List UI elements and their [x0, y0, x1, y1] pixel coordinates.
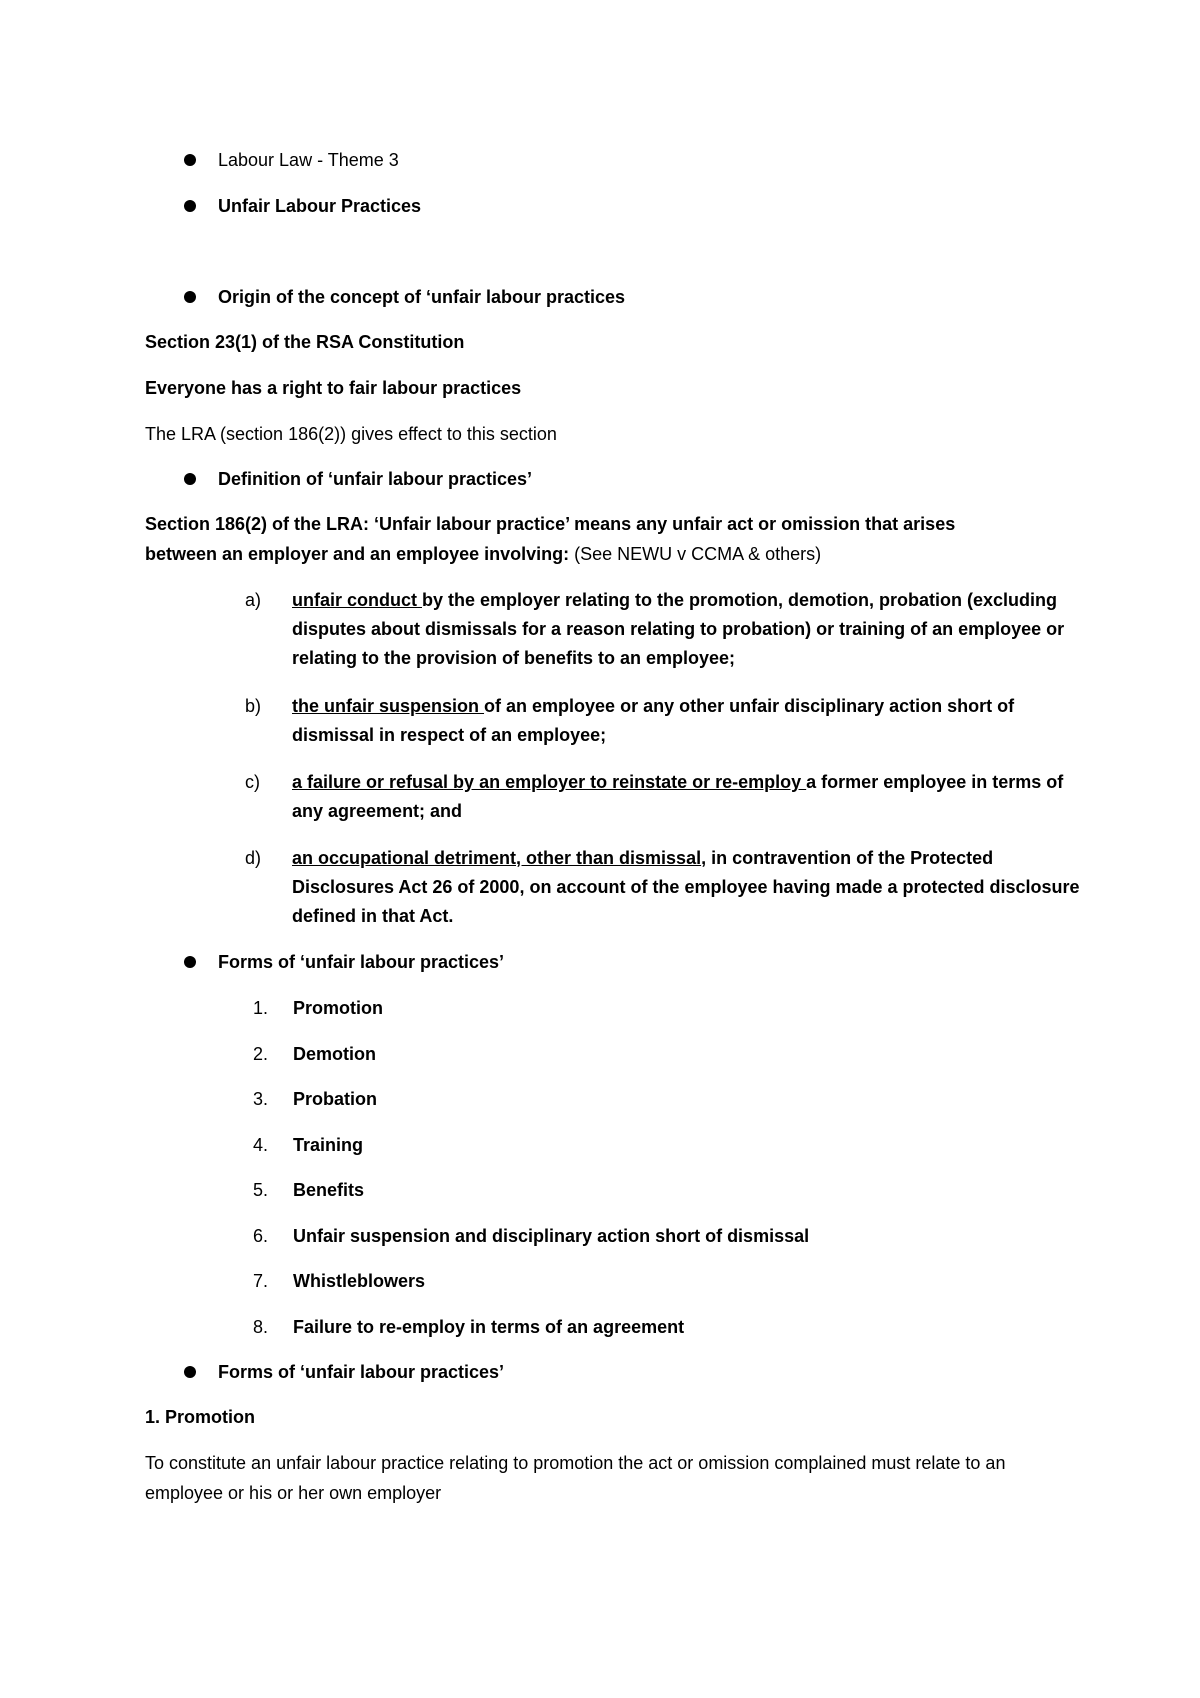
- definition-line2: [145, 542, 821, 566]
- item-rest: by the employer relating to the promotion, demotion, probation (excluding disputes about dismissals for a reason relating to probation) or training of an employee or relating to the provision of benefits to an employee;: [292, 590, 1065, 668]
- origin-heading: Origin of the concept of ‘unfair labour practices: [218, 287, 626, 307]
- bullet-dot-icon: [184, 154, 196, 166]
- definition-line1: Section 186(2) of the LRA: ‘Unfair labour practice’ means any unfair act or omission that arises: [145, 514, 956, 534]
- definition-heading: Definition of ‘unfair labour practices’: [218, 469, 533, 489]
- item-marker: b): [245, 696, 262, 716]
- origin-section: Section 23(1) of the RSA Constitution: [145, 332, 465, 352]
- list-label: Benefits: [293, 1180, 365, 1200]
- list-label: Whistleblowers: [293, 1271, 426, 1291]
- list-label: Probation: [293, 1089, 377, 1109]
- bullet-dot-icon: [184, 1366, 196, 1378]
- item-rest: a former employee in terms of any agreement; and: [292, 772, 1064, 821]
- item-marker: d): [245, 848, 262, 868]
- item-marker: c): [245, 772, 260, 792]
- forms-heading-2: Forms of ‘unfair labour practices’: [218, 1362, 505, 1382]
- list-label: Unfair suspension and disciplinary action short of dismissal: [293, 1226, 810, 1246]
- definition-line2-bold: between an employer and an employee involving:: [145, 544, 575, 564]
- definition-line2-rest: (See NEWU v CCMA & others): [574, 544, 822, 564]
- item-rest: of an employee or any other unfair disciplinary action short of dismissal in respect of an employee;: [292, 696, 1015, 745]
- forms-heading: Forms of ‘unfair labour practices’: [218, 952, 505, 972]
- item-marker: a): [245, 590, 262, 610]
- item-text: [292, 844, 1082, 931]
- item-rest: , in contravention of the Protected Disclosures Act 26 of 2000, on account of the employee having made a protected disclosure defined in that Act.: [292, 848, 1080, 926]
- item-underlined: the unfair suspension: [292, 696, 485, 716]
- list-marker: 7.: [253, 1271, 269, 1291]
- list-label: Training: [293, 1135, 364, 1155]
- promotion-heading: 1. Promotion: [145, 1407, 256, 1427]
- item-text: [292, 586, 1082, 673]
- doc-title: Labour Law - Theme 3: [218, 150, 399, 170]
- doc-subtitle: Unfair Labour Practices: [218, 196, 422, 216]
- list-marker: 1.: [253, 998, 269, 1018]
- origin-right: Everyone has a right to fair labour practices: [145, 378, 522, 398]
- list-marker: 2.: [253, 1044, 269, 1064]
- list-label: Promotion: [293, 998, 383, 1018]
- item-underlined: unfair conduct: [292, 590, 422, 610]
- bullet-dot-icon: [184, 956, 196, 968]
- list-marker: 5.: [253, 1180, 269, 1200]
- bullet-dot-icon: [184, 291, 196, 303]
- bullet-dot-icon: [184, 473, 196, 485]
- list-marker: 4.: [253, 1135, 269, 1155]
- list-marker: 3.: [253, 1089, 269, 1109]
- list-label: Demotion: [293, 1044, 376, 1064]
- promotion-text: To constitute an unfair labour practice relating to promotion the act or omission complained must relate to an employee or his or her own employer: [145, 1453, 1006, 1503]
- list-marker: 8.: [253, 1317, 269, 1337]
- origin-lra: The LRA (section 186(2)) gives effect to this section: [145, 424, 557, 444]
- item-underlined: a failure or refusal by an employer to reinstate or re-employ: [292, 772, 807, 792]
- list-marker: 6.: [253, 1226, 269, 1246]
- item-underlined: an occupational detriment, other than dismissal: [292, 848, 702, 868]
- item-text: [292, 768, 1082, 826]
- list-label: Failure to re-employ in terms of an agreement: [293, 1317, 685, 1337]
- item-text: [292, 692, 1082, 750]
- bullet-dot-icon: [184, 200, 196, 212]
